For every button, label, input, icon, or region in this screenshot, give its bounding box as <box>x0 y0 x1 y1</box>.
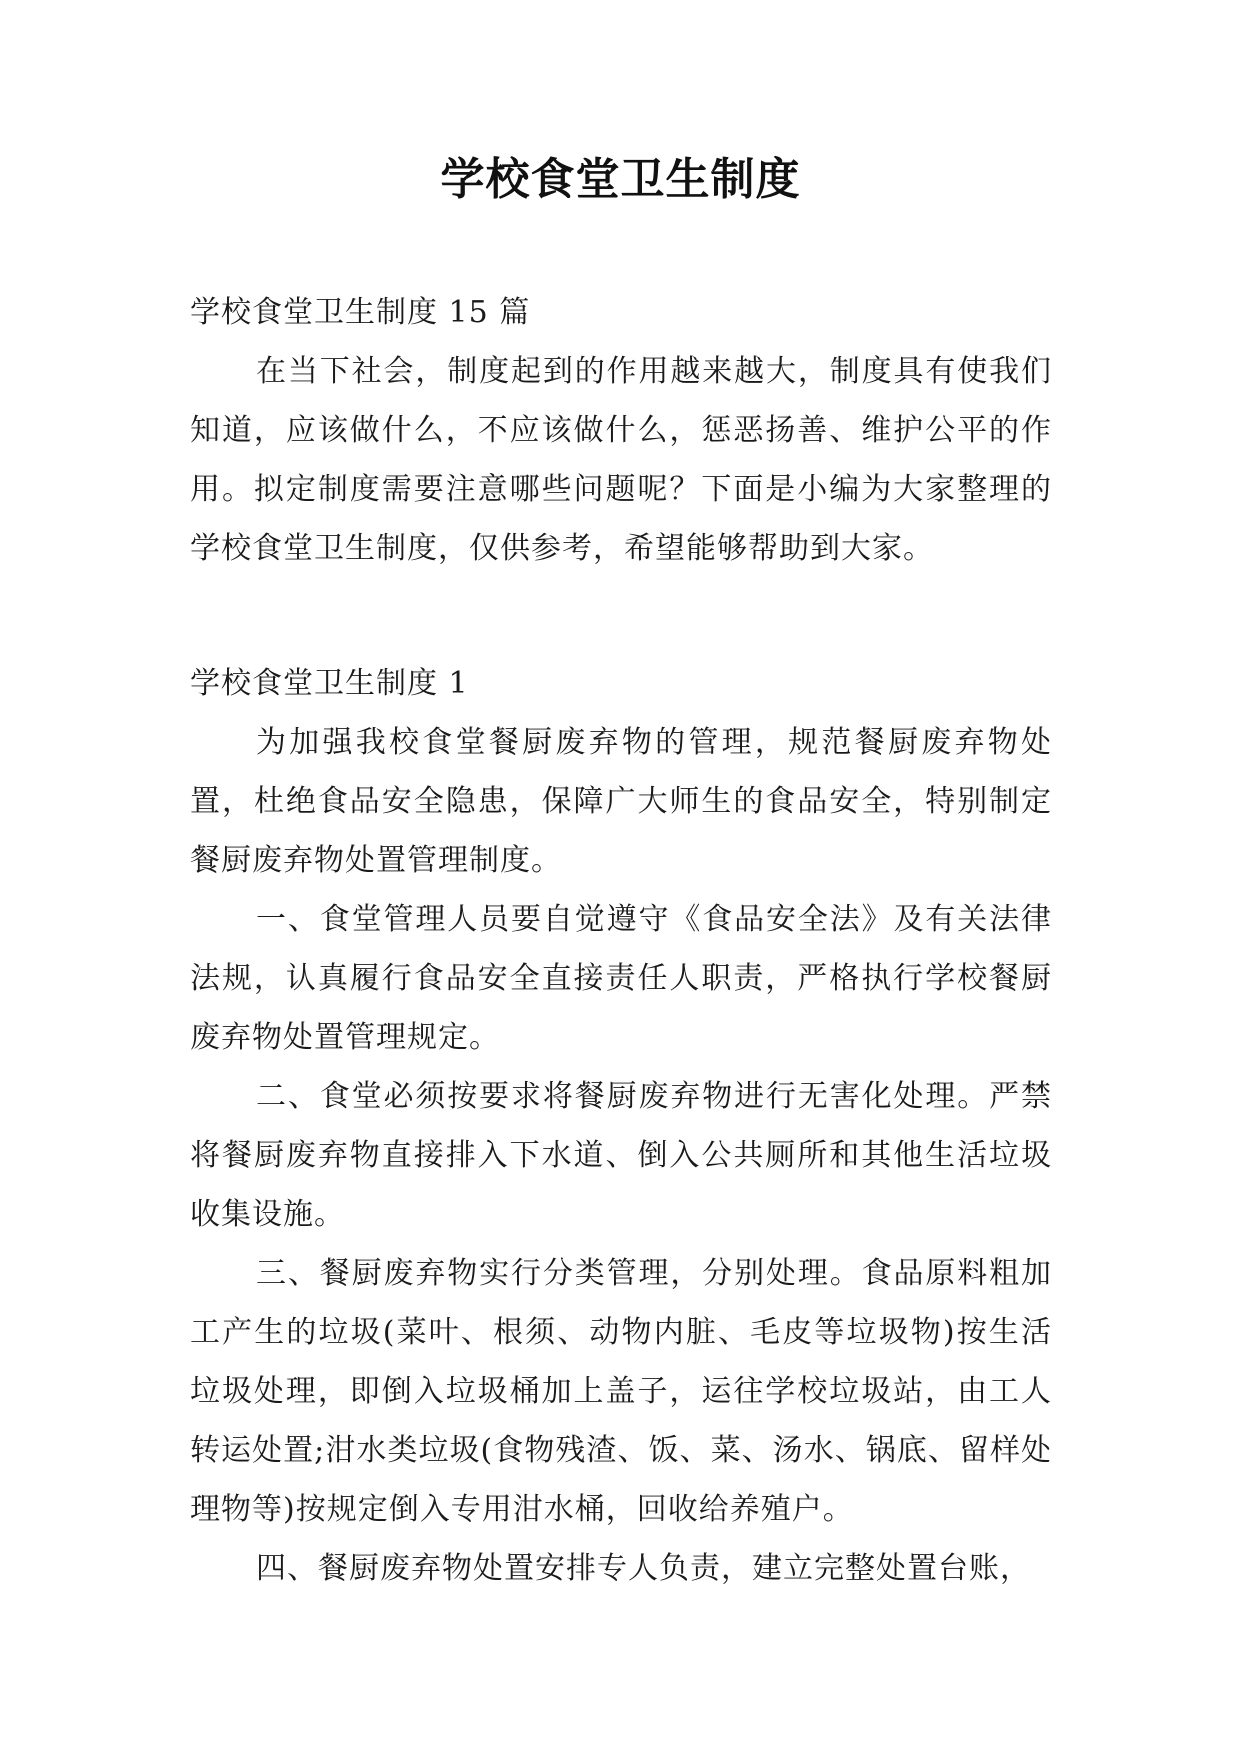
section-heading: 学校食堂卫生制度 1 <box>190 666 469 701</box>
document-title: 学校食堂卫生制度 <box>440 154 801 205</box>
body-paragraph: 为加强我校食堂餐厨废弃物的管理，规范餐厨废弃物处置，杜绝食品安全隐患，保障广大师生的食品安全，特别制定餐厨废弃物处置管理制度。 <box>190 725 1052 878</box>
document-subtitle: 学校食堂卫生制度 15 篇 <box>190 295 531 330</box>
intro-paragraph: 在当下社会，制度起到的作用越来越大，制度具有使我们知道，应该做什么，不应该做什么，惩恶扬善、维护公平的作用。拟定制度需要注意哪些问题呢？下面是小编为大家整理的学校食堂卫生制度，仅供参考，希望能够帮助到大家。 <box>190 354 1052 566</box>
body-paragraph: 一、食堂管理人员要自觉遵守《食品安全法》及有关法律法规，认真履行食品安全直接责任人职责，严格执行学校餐厨废弃物处置管理规定。 <box>190 902 1052 1055</box>
body-paragraph: 四、餐厨废弃物处置安排专人负责，建立完整处置台账， <box>256 1551 1031 1586</box>
body-paragraph: 三、餐厨废弃物实行分类管理，分别处理。食品原料粗加工产生的垃圾(菜叶、根须、动物内脏、毛皮等垃圾物)按生活垃圾处理，即倒入垃圾桶加上盖子，运往学校垃圾站，由工人转运处置;泔水类垃圾(食物残渣、饭、菜、汤水、锅底、留样处理物等)按规定倒入专用泔水桶，回收给养殖户。 <box>190 1256 1052 1527</box>
document-body <box>190 283 1052 1598</box>
body-paragraph: 二、食堂必须按要求将餐厨废弃物进行无害化处理。严禁将餐厨废弃物直接排入下水道、倒入公共厕所和其他生活垃圾收集设施。 <box>190 1079 1052 1232</box>
